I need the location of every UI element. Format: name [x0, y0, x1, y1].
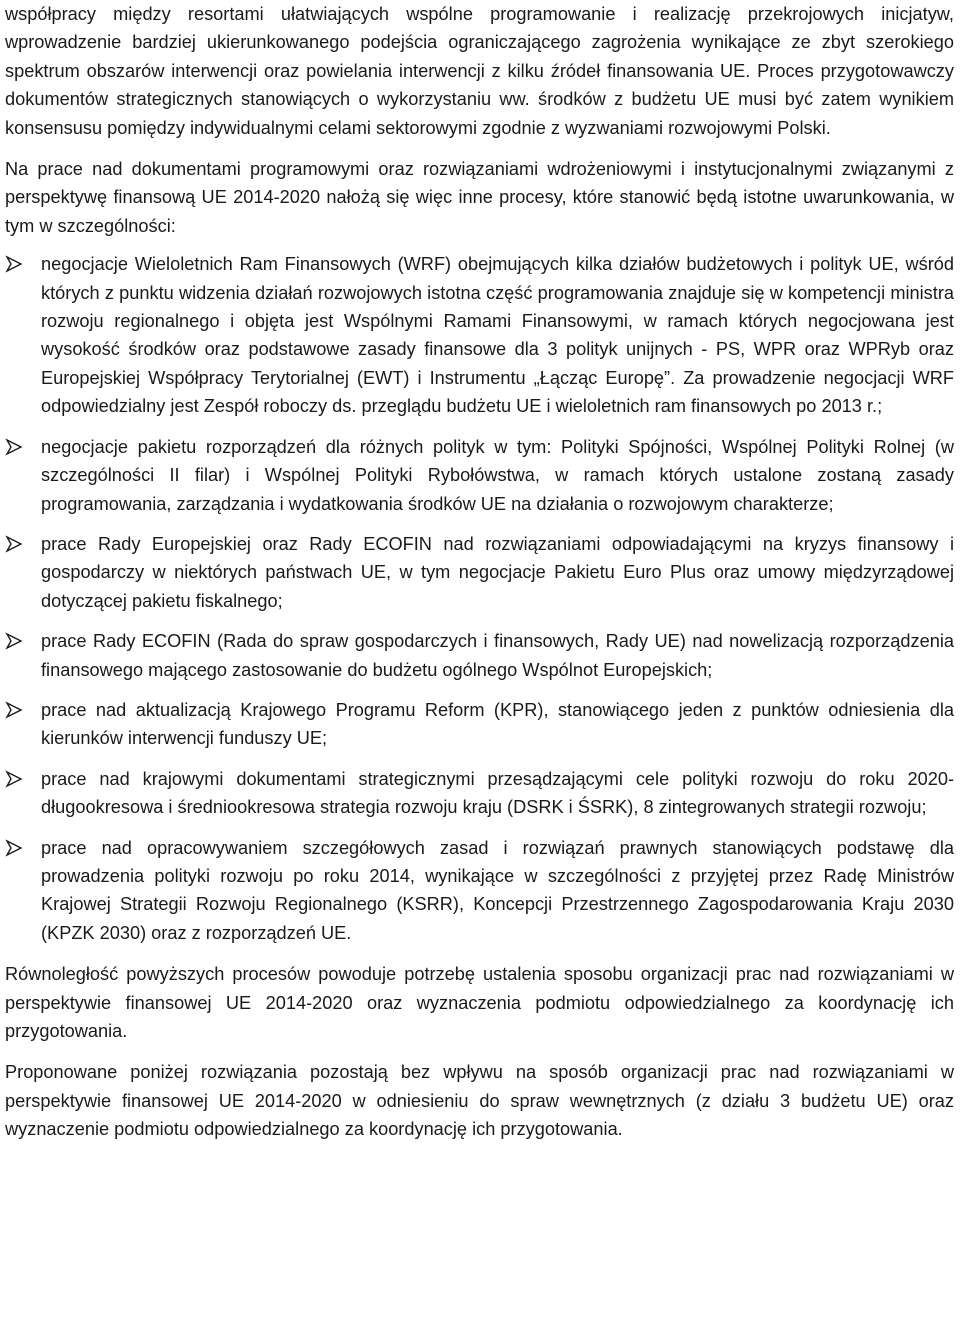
- intro-paragraph: współpracy między resortami ułatwiających wspólne programowanie i realizację przekrojowych inicjatyw, wprowadzenie bardziej ukierunkowanego podejścia ograniczającego zagrożenia wynikające ze zbyt szerokiego spektrum obszarów interwencji oraz powielania interwencji z kilku źródeł finansowania UE. Proces przygotowawczy dokumentów strategicznych stanowiących o wykorzystaniu ww. środków z budżetu UE musi być zatem wynikiem konsensusu pomiędzy indywidualnymi celami sektorowymi zgodnie z wyzwaniami rozwojowymi Polski.: [5, 4, 954, 138]
- list-item-text: prace nad aktualizacją Krajowego Programu Reform (KPR), stanowiącego jeden z punktów odniesienia dla kierunków interwencji funduszy UE;: [41, 699, 954, 749]
- arrow-bullet-icon: [5, 438, 23, 456]
- list-item: [5, 627, 954, 684]
- arrow-bullet-icon: [5, 535, 23, 553]
- list-item-text: negocjacje Wieloletnich Ram Finansowych (WRF) obejmujących kilka działów budżetowych i polityk UE, wśród których z punktu widzenia działań rozwojowych istotna część programowania znajduje się w kompetencji ministra rozwoju regionalnego i objęta jest Wspólnymi Ramami Finansowymi, w ramach których negocjowana jest wysokość środków oraz podstawowe zasady finansowe dla 3 polityk unijnych - PS, WPR oraz WPRyb oraz Europejskiej Współpracy Terytorialnej (EWT) i Instrumentu „Łącząc Europę”. Za prowadzenie negocjacji WRF odpowiedzialny jest Zespół roboczy ds. przeglądu budżetu UE i wieloletnich ram finansowych po 2013 r.;: [41, 254, 954, 417]
- list-item: [5, 765, 954, 822]
- list-item-text: prace nad krajowymi dokumentami strategicznymi przesądzającymi cele polityki rozwoju do roku 2020- długookresowa i średniookresowa strategia rozwoju kraju (DSRK i ŚSRK), 8 zintegrowanych strategii rozwoju;: [41, 768, 954, 818]
- list-item-text: prace Rady ECOFIN (Rada do spraw gospodarczych i finansowych, Rady UE) nad nowelizacją rozporządzenia finansowego mającego zastosowanie do budżetu ogólnego Wspólnot Europejskich;: [41, 631, 954, 680]
- list-item: [5, 250, 954, 420]
- list-item-text: prace Rady Europejskiej oraz Rady ECOFIN nad rozwiązaniami odpowiadającymi na kryzys finansowy i gospodarczy w niektórych państwach UE, w tym negocjacje Pakietu Euro Plus oraz umowy międzyrządowej dotyczącej pakietu fiskalnego;: [41, 533, 954, 611]
- parallel-processes-paragraph: Równoległość powyższych procesów powoduje potrzebę ustalenia sposobu organizacji prac nad rozwiązaniami w perspektywie finansowej UE 2014-2020 oraz wyznaczenia podmiotu odpowiedzialnego za koordynację ich przygotowania.: [5, 964, 954, 1041]
- list-item-text: prace nad opracowywaniem szczegółowych zasad i rozwiązań prawnych stanowiących podstawę dla prowadzenia polityki rozwoju po roku 2014, wynikające w szczególności z przyjętej przez Radę Ministrów Krajowej Strategii Rozwoju Regionalnego (KSRR), Koncepcji Przestrzennego Zagospodarowania Kraju 2030 (KPZK 2030) oraz z rozporządzeń UE.: [41, 837, 954, 943]
- arrow-bullet-icon: [5, 770, 23, 788]
- list-item: [5, 433, 954, 518]
- arrow-bullet-icon: [5, 701, 23, 719]
- proposed-solutions-paragraph: Proponowane poniżej rozwiązania pozostają bez wpływu na sposób organizacji prac nad rozwiązaniami w perspektywie finansowej UE 2014-2020 w odniesieniu do spraw wewnętrznych (z działu 3 budżetu UE) oraz wyznaczenie podmiotu odpowiedzialnego za koordynację ich przygotowania.: [5, 1062, 954, 1140]
- list-item: [5, 530, 954, 615]
- lead-paragraph: Na prace nad dokumentami programowymi oraz rozwiązaniami wdrożeniowymi i instytucjonalnymi związanymi z perspektywę finansową UE 2014-2020 nałożą się więc inne procesy, które stanowić będą istotne uwarunkowania, w tym w szczególności:: [5, 159, 954, 236]
- list-item: [5, 696, 954, 753]
- process-list: [5, 250, 954, 947]
- list-item: [5, 834, 954, 948]
- list-item-text: negocjacje pakietu rozporządzeń dla różnych polityk w tym: Polityki Spójności, Wspólnej Polityki Rolnej (w szczególności II filar) i Wspólnej Polityki Rybołówstwa, w ramach których ustalone zostaną zasady programowania, zarządzania i wydatkowania środków UE na działania o rozwojowym charakterze;: [41, 436, 954, 514]
- arrow-bullet-icon: [5, 632, 23, 650]
- arrow-bullet-icon: [5, 255, 23, 273]
- arrow-bullet-icon: [5, 839, 23, 857]
